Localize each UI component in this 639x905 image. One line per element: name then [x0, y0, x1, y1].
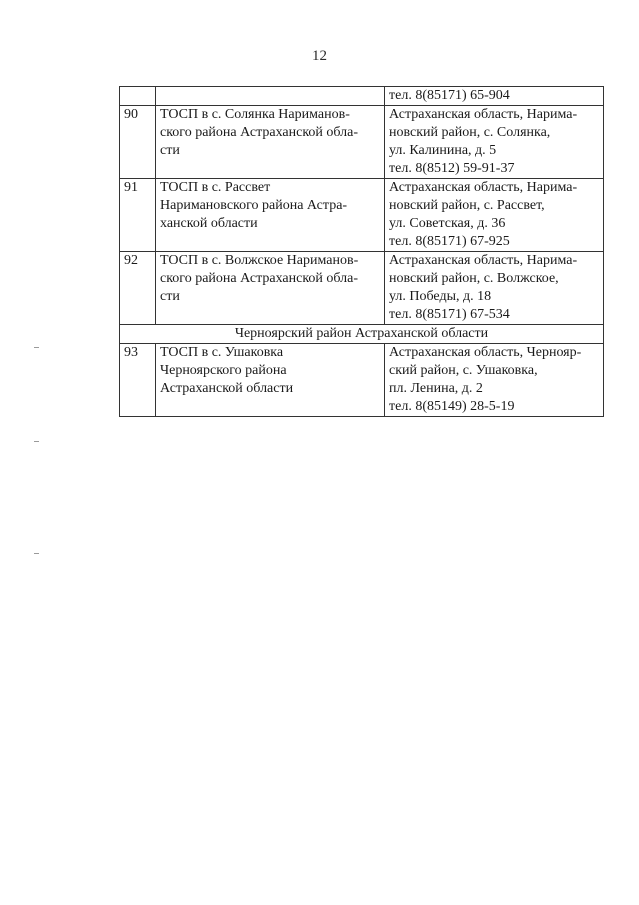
name-line: ТОСП в с. Рассвет	[160, 180, 271, 195]
cell-number-empty	[120, 87, 156, 106]
cell-address	[385, 106, 604, 179]
cell-address	[385, 252, 604, 325]
address-line: новский район, с. Волжское,	[389, 271, 559, 286]
cell-office-name	[156, 344, 385, 417]
address-line: тел. 8(85171) 67-534	[389, 307, 510, 322]
table-row-continuation	[120, 87, 604, 106]
name-line: сти	[160, 143, 180, 158]
table-row	[120, 252, 604, 325]
scan-mark	[34, 441, 39, 442]
address-line: ул. Советская, д. 36	[389, 216, 506, 231]
address-line: тел. 8(85171) 65-904	[389, 88, 510, 103]
cell-number: 91	[120, 179, 156, 252]
cell-address	[385, 87, 604, 106]
table-row	[120, 106, 604, 179]
address-line: пл. Ленина, д. 2	[389, 381, 483, 396]
name-line: Черноярского района	[160, 363, 287, 378]
address-line: тел. 8(85149) 28-5-19	[389, 399, 515, 414]
name-line: ханской области	[160, 216, 258, 231]
address-line: ский район, с. Ушаковка,	[389, 363, 538, 378]
name-line: ского района Астраханской обла-	[160, 271, 359, 286]
cell-number: 93	[120, 344, 156, 417]
page-number: 12	[312, 48, 327, 64]
name-line: ского района Астраханской обла-	[160, 125, 359, 140]
region-header-row	[120, 325, 604, 344]
address-line: тел. 8(85171) 67-925	[389, 234, 510, 249]
cell-address	[385, 179, 604, 252]
address-line: Астраханская область, Нарима-	[389, 107, 578, 122]
cell-office-name	[156, 179, 385, 252]
address-line: ул. Победы, д. 18	[389, 289, 492, 304]
address-line: тел. 8(8512) 59-91-37	[389, 161, 515, 176]
name-line: Астраханской области	[160, 381, 294, 396]
table-row	[120, 179, 604, 252]
address-line: Астраханская область, Нарима-	[389, 253, 578, 268]
name-line: сти	[160, 289, 180, 304]
address-line: Астраханская область, Чернояр-	[389, 345, 582, 360]
cell-address	[385, 344, 604, 417]
cell-name-empty	[156, 87, 385, 106]
name-line: ТОСП в с. Волжское Нариманов-	[160, 253, 359, 268]
address-line: ул. Калинина, д. 5	[389, 143, 497, 158]
name-line: ТОСП в с. Солянка Нариманов-	[160, 107, 350, 122]
cell-number: 92	[120, 252, 156, 325]
address-line: новский район, с. Рассвет,	[389, 198, 545, 213]
scan-mark	[34, 553, 39, 554]
address-line: новский район, с. Солянка,	[389, 125, 551, 140]
cell-number: 90	[120, 106, 156, 179]
name-line: ТОСП в с. Ушаковка	[160, 345, 284, 360]
scan-mark	[34, 347, 39, 348]
office-registry-table	[119, 86, 604, 417]
region-header: Черноярский район Астраханской области	[120, 325, 604, 344]
cell-office-name	[156, 106, 385, 179]
cell-office-name	[156, 252, 385, 325]
address-line: Астраханская область, Нарима-	[389, 180, 578, 195]
name-line: Наримановского района Астра-	[160, 198, 348, 213]
table-row	[120, 344, 604, 417]
